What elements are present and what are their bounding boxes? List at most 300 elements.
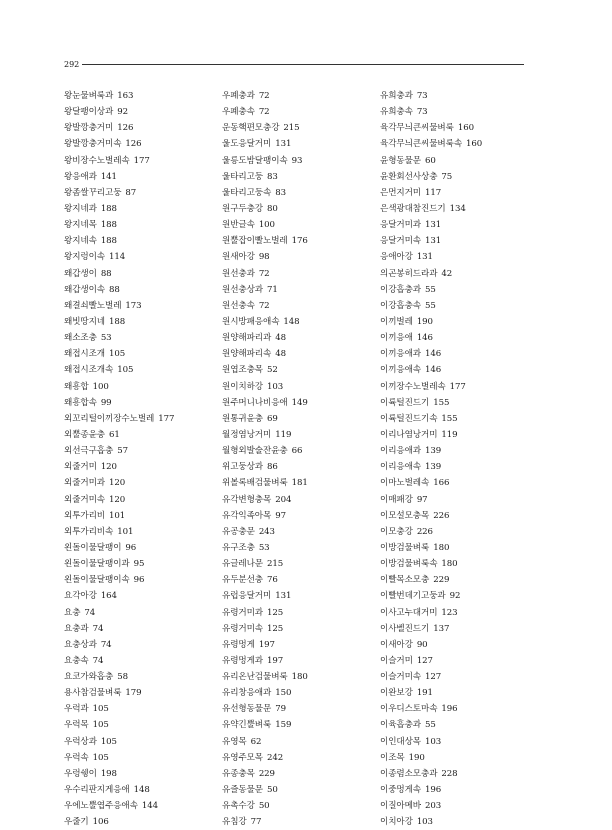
index-page-ref: 243 [258,526,275,537]
index-term: 왼돌이물달팽이속 [64,575,130,586]
index-page-ref: 160 [457,123,474,134]
index-term: 외선극구흡충 [64,446,114,457]
index-term: 유종충목 [222,768,255,779]
index-page-ref: 148 [283,316,300,327]
index-entry [222,233,308,249]
index-term: 원이치하강 [222,381,264,392]
index-entry [380,379,482,395]
index-page-ref: 229 [433,575,450,586]
index-page-ref: 74 [92,655,104,666]
index-entry [222,266,308,282]
index-entry [380,637,482,653]
index-page-ref: 60 [425,155,436,166]
index-entry [222,798,308,814]
index-page-ref: 57 [117,446,128,457]
index-page-ref: 190 [416,316,433,327]
index-term: 유즐동물문 [222,785,264,796]
index-page-ref: 97 [416,494,428,505]
index-entry [64,637,174,653]
index-term: 요충과 [64,623,89,634]
index-term: 이조목 [380,752,405,763]
index-page-ref: 96 [133,575,145,586]
index-page-ref: 105 [100,736,117,747]
index-entry [380,766,482,782]
index-term: 외줄거미과 [64,478,106,489]
index-page-ref: 155 [441,413,458,424]
index-term: 우렁쉥이 [64,768,97,779]
index-term: 왕지렁이속 [64,252,106,263]
index-page-ref: 146 [425,349,442,360]
index-term: 육각무늬큰씨물벼룩 [380,123,454,134]
index-entry [380,492,482,508]
index-term: 용사참검물벼룩 [64,688,122,699]
index-column-1 [64,88,174,830]
index-page-ref: 101 [117,526,134,537]
index-page-ref: 72 [258,300,270,311]
index-page-ref: 74 [84,607,96,618]
index-page-ref: 198 [100,768,117,779]
index-page-ref: 48 [275,333,286,344]
index-page-ref: 100 [92,381,109,392]
index-term: 왜접시조개속 [64,365,114,376]
index-page-ref: 95 [133,559,145,570]
index-page-ref: 196 [425,785,442,796]
index-entry [64,443,174,459]
index-page-ref: 72 [258,268,270,279]
index-entry [222,475,308,491]
index-term: 유각변형충목 [222,494,272,505]
index-entry [380,88,482,104]
index-entry [64,605,174,621]
index-term: 우줄기 [64,817,89,828]
index-page-ref: 105 [109,349,126,360]
index-entry [64,298,174,314]
index-term: 왕지네과 [64,203,97,214]
index-page-ref: 61 [109,429,120,440]
index-entry [380,153,482,169]
index-entry [222,411,308,427]
index-term: 유리창응애과 [222,688,272,699]
index-page-ref: 134 [449,203,466,214]
index-term: 왕지네속 [64,236,97,247]
index-term: 외꼬리털이끼장수노벌레 [64,413,155,424]
index-entry [64,201,174,217]
index-term: 윤환회선사상충 [380,171,438,182]
index-page-ref: 83 [267,171,278,182]
index-term: 왜흥합속 [64,397,97,408]
index-page-ref: 98 [258,252,270,263]
index-page-ref: 215 [283,123,300,134]
index-page-ref: 74 [100,639,112,650]
index-term: 이리응애속 [380,462,422,473]
index-entry [64,524,174,540]
index-entry [64,104,174,120]
index-entry [64,314,174,330]
index-term: 유두분선충 [222,575,264,586]
index-entry [222,524,308,540]
index-page-ref: 73 [416,107,428,118]
index-page-ref: 179 [125,688,142,699]
index-page-ref: 119 [275,429,292,440]
index-page-ref: 79 [275,704,286,715]
index-term: 왕좀쌀꾸리고둥 [64,187,122,198]
index-term: 이끼벌레 [380,316,413,327]
index-term: 이빨번데기고둥과 [380,591,446,602]
index-page-ref: 155 [433,397,450,408]
index-entry [380,814,482,830]
index-page-ref: 164 [100,591,117,602]
index-term: 유리온난검물벼룩 [222,672,288,683]
index-page-ref: 71 [267,284,278,295]
index-page-ref: 159 [275,720,292,731]
index-page-ref: 180 [291,672,308,683]
index-entry [380,556,482,572]
index-term: 유영목 [222,736,247,747]
index-page-ref: 55 [425,720,436,731]
index-page-ref: 126 [125,139,142,150]
index-term: 유럽응달거미 [222,591,272,602]
index-page-ref: 177 [449,381,466,392]
index-page-ref: 177 [158,413,175,424]
index-term: 유령거미속 [222,623,264,634]
index-term: 이모충강 [380,526,413,537]
index-entry [380,685,482,701]
index-entry [380,282,482,298]
index-page-ref: 131 [416,252,433,263]
index-page-ref: 188 [100,220,117,231]
index-page-ref: 180 [433,542,450,553]
index-page-ref: 127 [425,672,442,683]
index-term: 이육흡충과 [380,720,422,731]
index-entry [222,249,308,265]
index-term: 왼돌이물달팽이 [64,542,122,553]
index-term: 이우디스토마속 [380,704,438,715]
index-entry [64,508,174,524]
index-term: 유령멍게과 [222,655,264,666]
index-term: 원새아강 [222,252,255,263]
index-entry [222,572,308,588]
index-page-ref: 177 [133,155,150,166]
index-page-ref: 105 [117,365,134,376]
index-entry [222,492,308,508]
index-term: 유구조충 [222,542,255,553]
index-page-ref: 141 [100,171,117,182]
index-entry [64,492,174,508]
index-term: 왕비장수노벌레속 [64,155,130,166]
index-term: 윤형동물문 [380,155,422,166]
index-entry [64,734,174,750]
index-entry [380,572,482,588]
index-entry [380,653,482,669]
index-entry [64,169,174,185]
index-page-ref: 74 [92,623,104,634]
index-entry [64,459,174,475]
index-entry [64,362,174,378]
index-entry [64,572,174,588]
index-entry [64,750,174,766]
index-term: 이리응애과 [380,446,422,457]
index-term: 유각익족아목 [222,510,272,521]
index-page-ref: 93 [291,155,303,166]
index-page-ref: 191 [416,688,433,699]
index-term: 왕달팽이상과 [64,107,114,118]
index-entry [222,282,308,298]
index-entry [64,346,174,362]
index-term: 왕발깡충거미속 [64,139,122,150]
index-term: 원양해파리과 [222,333,272,344]
index-page-ref: 120 [100,462,117,473]
index-page-ref: 100 [258,220,275,231]
index-page-ref: 92 [117,107,128,118]
index-page-ref: 123 [441,607,458,618]
index-page-ref: 80 [267,203,278,214]
index-term: 왕지네목 [64,220,97,231]
index-term: 의곤봉히드라과 [380,268,438,279]
index-entry [380,169,482,185]
index-term: 우럭목 [64,720,89,731]
index-entry [64,185,174,201]
index-term: 은색광대참진드기 [380,203,446,214]
index-entry [222,314,308,330]
index-entry [222,104,308,120]
index-entry [222,427,308,443]
index-entry [222,717,308,733]
index-entry [222,88,308,104]
index-term: 요충속 [64,655,89,666]
index-entry [64,249,174,265]
index-page-ref: 149 [291,397,308,408]
index-page-ref: 42 [441,268,453,279]
index-entry [380,411,482,427]
index-term: 유희충과 [380,91,413,101]
index-page-ref: 53 [258,542,270,553]
index-term: 이방검물벼룩속 [380,559,438,570]
index-entry [222,330,308,346]
index-term: 유영주모목 [222,752,264,763]
index-term: 우수리판지게응애 [64,785,130,796]
index-entry [222,298,308,314]
index-entry [380,443,482,459]
index-term: 원선충속 [222,300,255,311]
index-term: 유선형동물문 [222,704,272,715]
index-page-ref: 105 [92,752,109,763]
index-page-ref: 77 [250,817,262,828]
index-page-ref: 131 [425,220,442,231]
index-entry [222,136,308,152]
index-entry [222,637,308,653]
index-page-ref: 50 [267,785,278,796]
index-entry [380,120,482,136]
index-entry [222,540,308,556]
index-page-ref: 88 [100,268,112,279]
index-entry [64,282,174,298]
index-entry [64,701,174,717]
index-entry [64,766,174,782]
index-page-ref: 226 [416,526,433,537]
index-term: 요충상과 [64,639,97,650]
index-term: 원선충과 [222,268,255,279]
index-page-ref: 131 [275,591,292,602]
index-term: 이치아강 [380,817,413,828]
index-page-ref: 88 [109,284,120,295]
index-term: 왜갑생이속 [64,284,106,295]
index-entry [380,605,482,621]
index-term: 왕응애과 [64,171,97,182]
index-page-ref: 150 [275,688,292,699]
index-page-ref: 242 [267,752,284,763]
index-term: 원시방패응애속 [222,316,280,327]
index-entry [222,459,308,475]
index-page-ref: 96 [125,542,137,553]
index-page-ref: 228 [441,768,458,779]
index-term: 운동핵편모충강 [222,123,280,134]
index-term: 은먼지거미 [380,187,422,198]
index-term: 울타리고둥 [222,171,264,182]
index-term: 이질아메바 [380,801,422,812]
index-entry [380,427,482,443]
index-entry [222,362,308,378]
index-entry [64,411,174,427]
index-term: 원엽조충목 [222,365,264,376]
index-page-ref: 125 [267,623,284,634]
index-page-ref: 76 [267,575,278,586]
index-entry [222,379,308,395]
index-term: 울릉도밤달팽이속 [222,155,288,166]
index-term: 요각아강 [64,591,97,602]
index-term: 우럭과 [64,704,89,715]
index-page-ref: 105 [92,720,109,731]
index-term: 왜결쇠빨노벌레 [64,300,122,311]
index-page-ref: 72 [258,107,270,118]
index-term: 이슬거미속 [380,672,422,683]
index-page-ref: 215 [267,559,284,570]
index-page-ref: 92 [449,591,461,602]
index-term: 원양해파리속 [222,349,272,360]
index-page-ref: 203 [425,801,442,812]
index-page-ref: 229 [258,768,275,779]
index-term: 이강흡충과 [380,284,422,295]
index-entry [64,588,174,604]
index-entry [380,508,482,524]
index-term: 원구두충강 [222,203,264,214]
index-term: 육각무늬큰씨물벼룩속 [380,139,463,150]
index-term: 왜갑생이 [64,268,97,279]
index-page-ref: 106 [92,817,109,828]
index-term: 이륙털진드기속 [380,413,438,424]
index-page-ref: 58 [117,672,128,683]
index-term: 이끼응애속 [380,365,422,376]
index-entry [222,588,308,604]
index-page-ref: 139 [425,462,442,473]
index-term: 왜흥합 [64,381,89,392]
index-entry [380,750,482,766]
index-term: 응애아강 [380,252,413,263]
index-term: 응달거미속 [380,236,422,247]
index-term: 이사고누대거미 [380,607,438,618]
index-page-ref: 163 [117,91,134,101]
index-page-ref: 131 [425,236,442,247]
index-page-ref: 146 [416,333,433,344]
index-page-ref: 50 [258,801,270,812]
index-term: 이완보강 [380,688,413,699]
index-page-ref: 204 [275,494,292,505]
index-page-ref: 105 [92,704,109,715]
index-entry [222,701,308,717]
index-term: 우럭속 [64,752,89,763]
index-term: 이새아강 [380,639,413,650]
index-page-ref: 55 [425,300,436,311]
index-page-ref: 188 [109,316,126,327]
index-term: 이끼장수노벌레속 [380,381,446,392]
index-term: 우폐충과 [222,91,255,101]
index-term: 이종렴소모충과 [380,768,438,779]
index-column-2 [222,88,308,830]
index-term: 이방검물벼룩 [380,542,430,553]
index-entry [64,153,174,169]
index-entry [380,217,482,233]
index-term: 왕눈물벼룩과 [64,91,114,101]
index-entry [222,120,308,136]
index-entry [380,136,482,152]
index-term: 유령멍게 [222,639,255,650]
index-entry [64,556,174,572]
index-entry [380,314,482,330]
index-page-ref: 196 [441,704,458,715]
index-term: 왜소조충 [64,333,97,344]
index-page-ref: 173 [125,300,142,311]
index-page-ref: 55 [425,284,436,295]
index-entry [222,621,308,637]
index-entry [222,556,308,572]
index-page-ref: 72 [258,91,270,101]
index-term: 왼돌이물달팽이과 [64,559,130,570]
index-entry [64,395,174,411]
index-entry [222,750,308,766]
index-entry [380,104,482,120]
index-term: 이매패강 [380,494,413,505]
index-page-ref: 131 [275,139,292,150]
index-page-ref: 69 [267,413,278,424]
index-page-ref: 180 [441,559,458,570]
index-page-ref: 86 [267,462,278,473]
index-entry [380,475,482,491]
index-page-ref: 114 [109,252,126,263]
index-page-ref: 137 [433,623,450,634]
index-term: 외뿔종윤충 [64,429,106,440]
index-term: 원통귀윤충 [222,413,264,424]
index-entry [64,814,174,830]
index-entry [380,524,482,540]
index-term: 울도응달거미 [222,139,272,150]
index-term: 이강흡충속 [380,300,422,311]
index-entry [222,782,308,798]
index-term: 이모설모충목 [380,510,430,521]
index-term: 울타리고둥속 [222,187,272,198]
index-page-ref: 181 [291,478,308,489]
index-page-ref: 52 [267,365,278,376]
index-entry [380,701,482,717]
index-term: 유령거미과 [222,607,264,618]
index-term: 이사벨진드기 [380,623,430,634]
index-term: 이중멍게속 [380,785,422,796]
index-page-ref: 53 [100,333,112,344]
index-entry [380,782,482,798]
index-page-ref: 226 [433,510,450,521]
index-entry [380,330,482,346]
index-entry [222,766,308,782]
index-page-ref: 197 [258,639,275,650]
index-entry [64,798,174,814]
